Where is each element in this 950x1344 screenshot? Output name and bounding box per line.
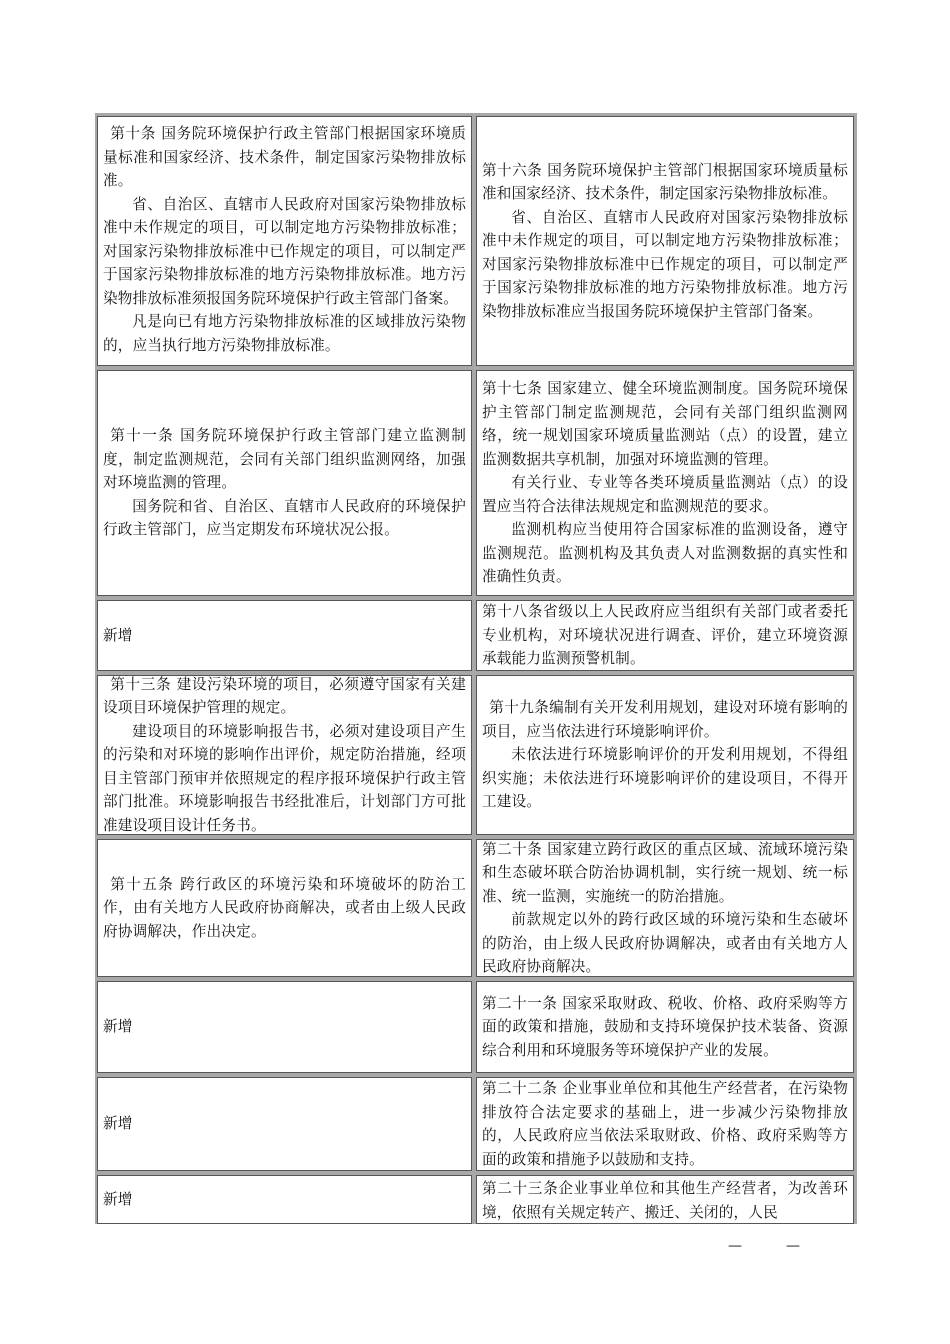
table-row-4-new — [476, 675, 854, 835]
clause-text: 第十九条编制有关开发利用规划，建设对环境有影响的项目，应当依法进行环境影响评价。 — [482, 699, 848, 740]
comparison-table — [95, 113, 857, 1224]
table-row-1-old — [97, 116, 472, 366]
new-marker: 新增 — [103, 626, 133, 644]
clause-text: 第十八条省级以上人民政府应当组织有关部门或者委托专业机构，对环境状况进行调查、评价，建立环境资源承载能力监测预警机制。 — [482, 603, 848, 668]
clause-text: 第十一条 国务院环境保护行政主管部门建立监测制度，制定监测规范，会同有关部门组织监测网络，加强对环境监测的管理。 — [103, 427, 466, 492]
clause-text: 省、自治区、直辖市人民政府对国家污染物排放标准中未作规定的项目，可以制定地方污染物排放标准；对国家污染物排放标准中已作规定的项目，可以制定严于国家污染物排放标准的地方污染物排放标准。地方污染物排放标准须报国务院环境保护行政主管部门备案。 — [103, 195, 466, 307]
table-row-6-old — [97, 981, 472, 1073]
clause-text: 建设项目的环境影响报告书，必须对建设项目产生的污染和对环境的影响作出评价，规定防治措施，经项目主管部门预审并依照规定的程序报环境保护行政主管部门批准。环境影响报告书经批准后，计划部门方可批准建设项目设计任务书。 — [103, 722, 466, 834]
clause-text: 前款规定以外的跨行政区域的环境污染和生态破坏的防治，由上级人民政府协调解决，或者由有关地方人民政府协商解决。 — [482, 911, 848, 975]
new-marker: 新增 — [103, 1115, 133, 1133]
table-row-7-new — [476, 1077, 854, 1171]
table-row-5-new — [476, 839, 854, 977]
clause-text: 第十六条 国务院环境保护主管部门根据国家环境质量标准和国家经济、技术条件，制定国家污染物排放标准。 — [482, 161, 848, 203]
table-row-5-old — [97, 839, 472, 977]
table-row-8-new — [476, 1175, 854, 1224]
table-row-4-old — [97, 675, 472, 835]
clause-text: 第二十一条 国家采取财政、税收、价格、政府采购等方面的政策和措施，鼓励和支持环境保护技术装备、资源综合利用和环境服务等环境保护产业的发展。 — [482, 994, 848, 1059]
new-marker: 新增 — [103, 1018, 133, 1036]
clause-text: 省、自治区、直辖市人民政府对国家污染物排放标准中未作规定的项目，可以制定地方污染物排放标准；对国家污染物排放标准中已作规定的项目，可以制定严于国家污染物排放标准的地方污染物排放标准。地方污染物排放标准应当报国务院环境保护主管部门备案。 — [482, 208, 848, 320]
clause-text: 国务院和省、自治区、直辖市人民政府的环境保护行政主管部门，应当定期发布环境状况公报。 — [103, 497, 466, 539]
table-row-7-old — [97, 1077, 472, 1171]
page-footer-dash-right: — — [786, 1238, 800, 1254]
clause-text: 有关行业、专业等各类环境质量监测站（点）的设置应当符合法律法规规定和监测规范的要求。 — [482, 474, 848, 515]
page-footer-dash-left: — — [728, 1238, 742, 1254]
table-row-6-new — [476, 981, 854, 1073]
table-row-8-old — [97, 1175, 472, 1224]
clause-text: 第十五条 跨行政区的环境污染和环境破坏的防治工作，由有关地方人民政府协商解决，或者由上级人民政府协调解决，作出决定。 — [103, 875, 466, 940]
clause-text: 监测机构应当使用符合国家标准的监测设备，遵守监测规范。监测机构及其负责人对监测数据的真实性和准确性负责。 — [482, 521, 848, 586]
clause-text: 第二十二条 企业事业单位和其他生产经营者，在污染物排放符合法定要求的基础上，进一步减少污染物排放的，人民政府应当依法采取财政、价格、政府采购等方面的政策和措施予以鼓励和支持。 — [482, 1080, 848, 1168]
table-row-2-new — [476, 370, 854, 596]
clause-text: 第十七条 国家建立、健全环境监测制度。国务院环境保护主管部门制定监测规范，会同有关部门组织监测网络，统一规划国家环境质量监测站（点）的设置，建立监测数据共享机制，加强对环境监测的管理。 — [482, 380, 848, 468]
clause-text: 未依法进行环境影响评价的开发利用规划，不得组织实施；未依法进行环境影响评价的建设项目，不得开工建设。 — [482, 746, 848, 811]
table-row-3-old — [97, 600, 472, 671]
clause-text: 凡是向已有地方污染物排放标准的区域排放污染物的，应当执行地方污染物排放标准。 — [103, 313, 466, 354]
table-row-2-old — [97, 370, 472, 596]
new-marker: 新增 — [103, 1190, 133, 1208]
clause-text: 第十条 国务院环境保护行政主管部门根据国家环境质量标准和国家经济、技术条件，制定国家污染物排放标准。 — [103, 125, 466, 189]
clause-text: 第二十三条企业事业单位和其他生产经营者，为改善环境，依照有关规定转产、搬迁、关闭的，人民 — [482, 1180, 848, 1221]
clause-text: 第二十条 国家建立跨行政区的重点区域、流域环境污染和生态破坏联合防治协调机制，实行统一规划、统一标准、统一监测，实施统一的防治措施。 — [482, 840, 848, 905]
table-row-3-new — [476, 600, 854, 671]
clause-text: 第十三条 建设污染环境的项目，必须遵守国家有关建设项目环境保护管理的规定。 — [103, 675, 466, 717]
table-row-1-new — [476, 116, 854, 366]
